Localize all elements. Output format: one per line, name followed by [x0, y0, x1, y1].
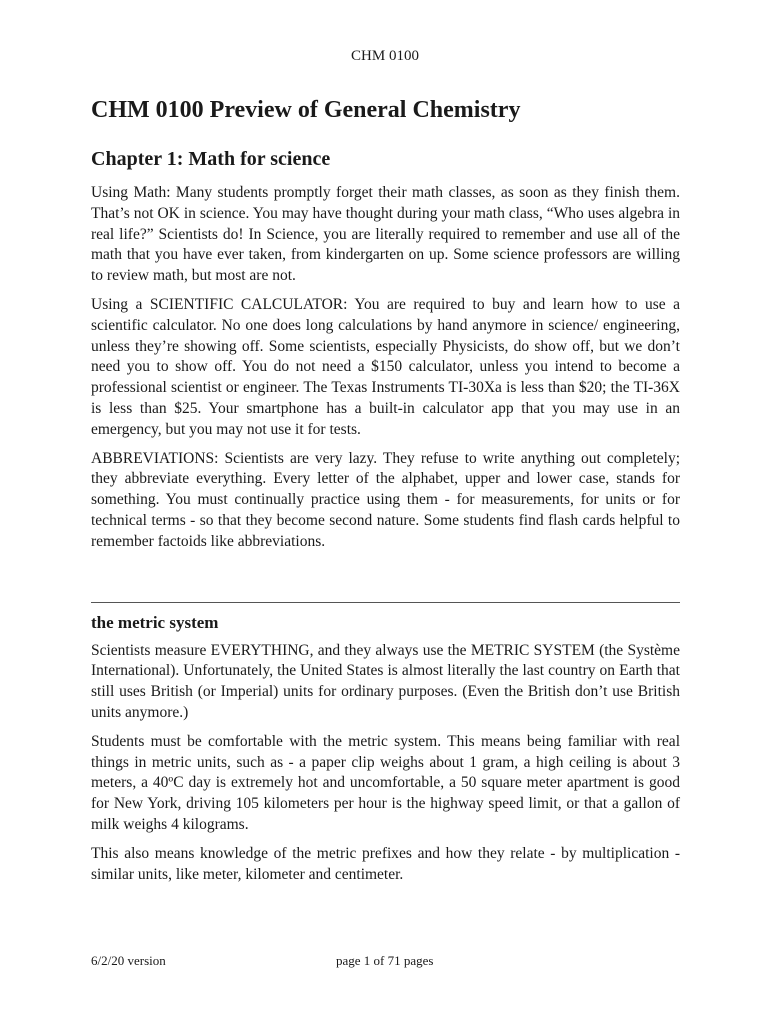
paragraph-using-math: Using Math: Many students promptly forget their math classes, as soon as they finish them. That’s not OK in science. You may have thought during your math class, “Who uses algebra in real life?” Scientists do! In Science, you are literally required to remember and use all of the math that you have ever taken, from kindergarten on up. Some science professors are willing to review math, but most are not. — [91, 184, 680, 285]
paragraph-calculator: Using a SCIENTIFIC CALCULATOR: You are required to buy and learn how to use a scientific calculator. No one does long calculations by hand anymore in science/ engineering, unless they’re showing off. Some scientists, especially Physicists, do show off, but we don’t need you to show off. You do not need a $150 calculator, unless you intend to become a professional scientist or engineer. The Texas Instruments TI-30Xa is less than $20; the TI-36X is less than $25. Your smartphone has a built-in calculator app that you may use in an emergency, but you may not use it for tests. — [91, 295, 680, 438]
paragraph-metric-familiarity: Students must be comfortable with the metric system. This means being familiar with real things in metric units, such as - a paper clip weighs about 1 gram, a high ceiling is about 3 meters, a 40ºC day is extremely hot and uncomfortable, a 50 square meter apartment is good for New York, driving 105 kilometers per hour is the highway speed limit, or that a gallon of milk weighs 4 kilograms. — [91, 732, 680, 833]
paragraph-metric-prefixes: This also means knowledge of the metric prefixes and how they relate - by multiplication - similar units, like meter, kilometer and centimeter. — [91, 844, 680, 883]
document-title: CHM 0100 Preview of General Chemistry — [91, 97, 521, 123]
chapter-title: Chapter 1: Math for science — [91, 148, 331, 170]
section-title: the metric system — [91, 612, 219, 632]
paragraph-abbreviations: ABBREVIATIONS: Scientists are very lazy. They refuse to write anything out completely; they abbreviate everything. Every letter of the alphabet, upper and lower case, stands for something. You must continually practice using them - for measurements, for units or for technical terms - so that they become second nature. Some students find flash cards helpful to remember factoids like abbreviations. — [91, 449, 680, 550]
document-body — [91, 94, 680, 893]
paragraph-metric-intro: Scientists measure EVERYTHING, and they always use the METRIC SYSTEM (the Système International). Unfortunately, the United States is almost literally the last country on Earth that still uses British (or Imperial) units for ordinary purposes. (Even the British don’t use British units anymore.) — [91, 641, 680, 721]
page-header: CHM 0100 — [351, 48, 419, 64]
footer-page-number: page 1 of 71 pages — [336, 953, 434, 968]
section-divider — [91, 602, 680, 603]
footer-version: 6/2/20 version — [91, 953, 166, 968]
